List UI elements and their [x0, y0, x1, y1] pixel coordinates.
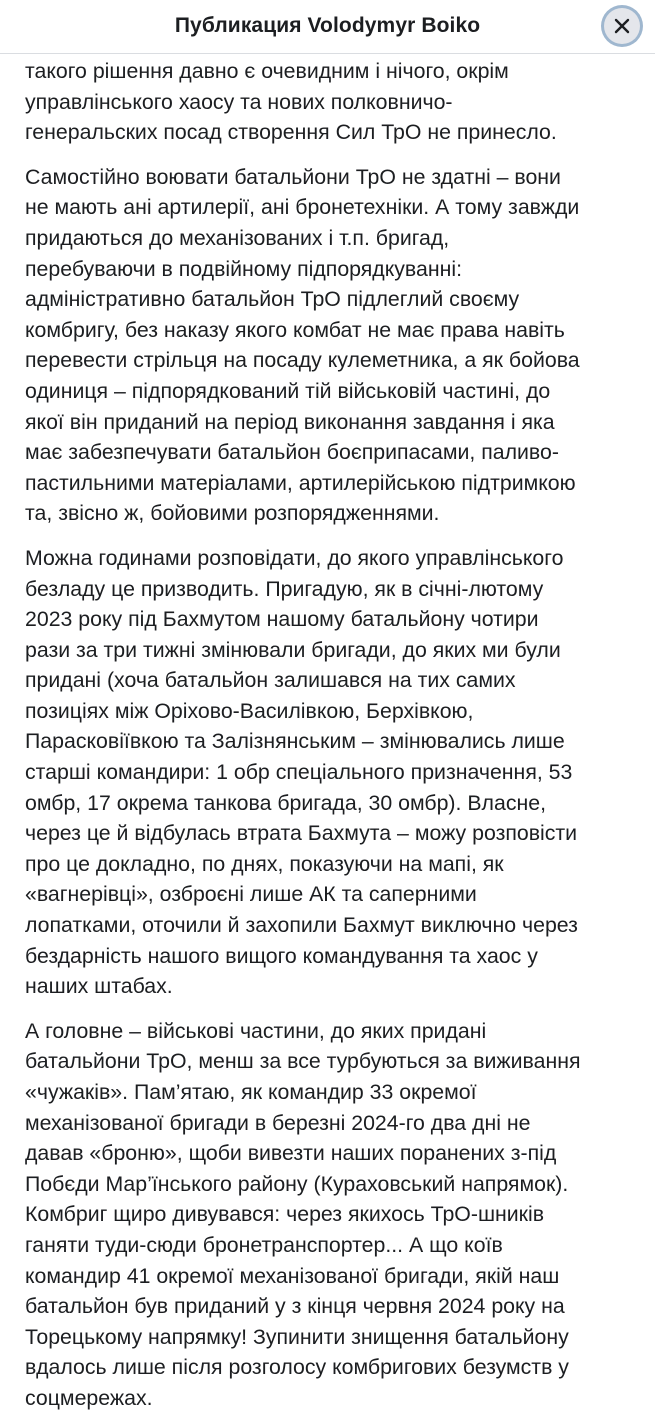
post-header: [0, 0, 655, 54]
post-body: [25, 56, 637, 1428]
post-paragraph: Можна годинами розповідати, до якого управлінського безладу це призводить. Пригадую, як в січні-лютому 2023 року під Бахмутом нашому батальйону чотири рази за три тижні змінювали бригади, до яких ми були придані (хоча батальйон залишався на тих самих позиціях між Оріхово-Василівкою, Берхівкою, Парасковіївкою та Залізнянським – змінювались лише старші командири: 1 обр спеціального призначення, 53 омбр, 17 окрема танкова бригада, 30 омбр). Власне, через це й відбулась втрата Бахмута – можу розповісти про це докладно, по днях, показуючи на мапі, як «вагнерівці», озброєні лише АК та саперними лопатками, оточили й захопили Бахмут виключно через бездарність нашого вищого командування та хаос у наших штабах.: [25, 545, 578, 999]
post-paragraph: А головне – військові частини, до яких придані батальйони ТрО, менш за все турбуються за виживання «чужаків». Пам’ятаю, як командир 33 окремої механізованої бригади в березні 2024-го два дні не давав «броню», щоби вивезти наших поранених з-під Побєди Мар’їнського району (Кураховський напрямок). Комбриг щиро дивувався: через якихось ТрО-шників ганяти туди-сюди бронетранспортер... А що коїв командир 41 окремої механізованої бригади, якій наш батальйон був приданий у з кінця червня 2024 року на Торецькому напрямку! Зупинити знищення батальйону вдалось лише після розголосу комбригових безумств у соцмережах.: [25, 1018, 581, 1410]
page-title: Публикация Volodymyr Boiko: [174, 14, 481, 37]
close-icon: [614, 18, 630, 34]
close-button[interactable]: [604, 8, 640, 44]
post-paragraph: такого рішення давно є очевидним і нічого, окрім управлінського хаосу та нових полковничо- генеральских посад створення Сил ТрО не принесло.: [25, 59, 557, 145]
post-paragraph: Самостійно воювати батальйони ТрО не здатні – вони не мають ані артилерії, ані бронетехніки. А тому завжди придаються до механізованих і т.п. бригад, перебуваючи в подвійному підпорядкуванні: адміністративно батальйон ТрО підлеглий своєму комбригу, без наказу якого комбат не має права навіть перевести стрільця на посаду кулеметника, а як бойова одиниця – підпорядкований тій військовій частині, до якої він приданий на період виконання завдання і яка має забезпечувати батальйон боєприпасами, паливо- пастильними матеріалами, артилерійською підтримкою та, звісно ж, бойовими розпорядженнями.: [25, 164, 580, 526]
